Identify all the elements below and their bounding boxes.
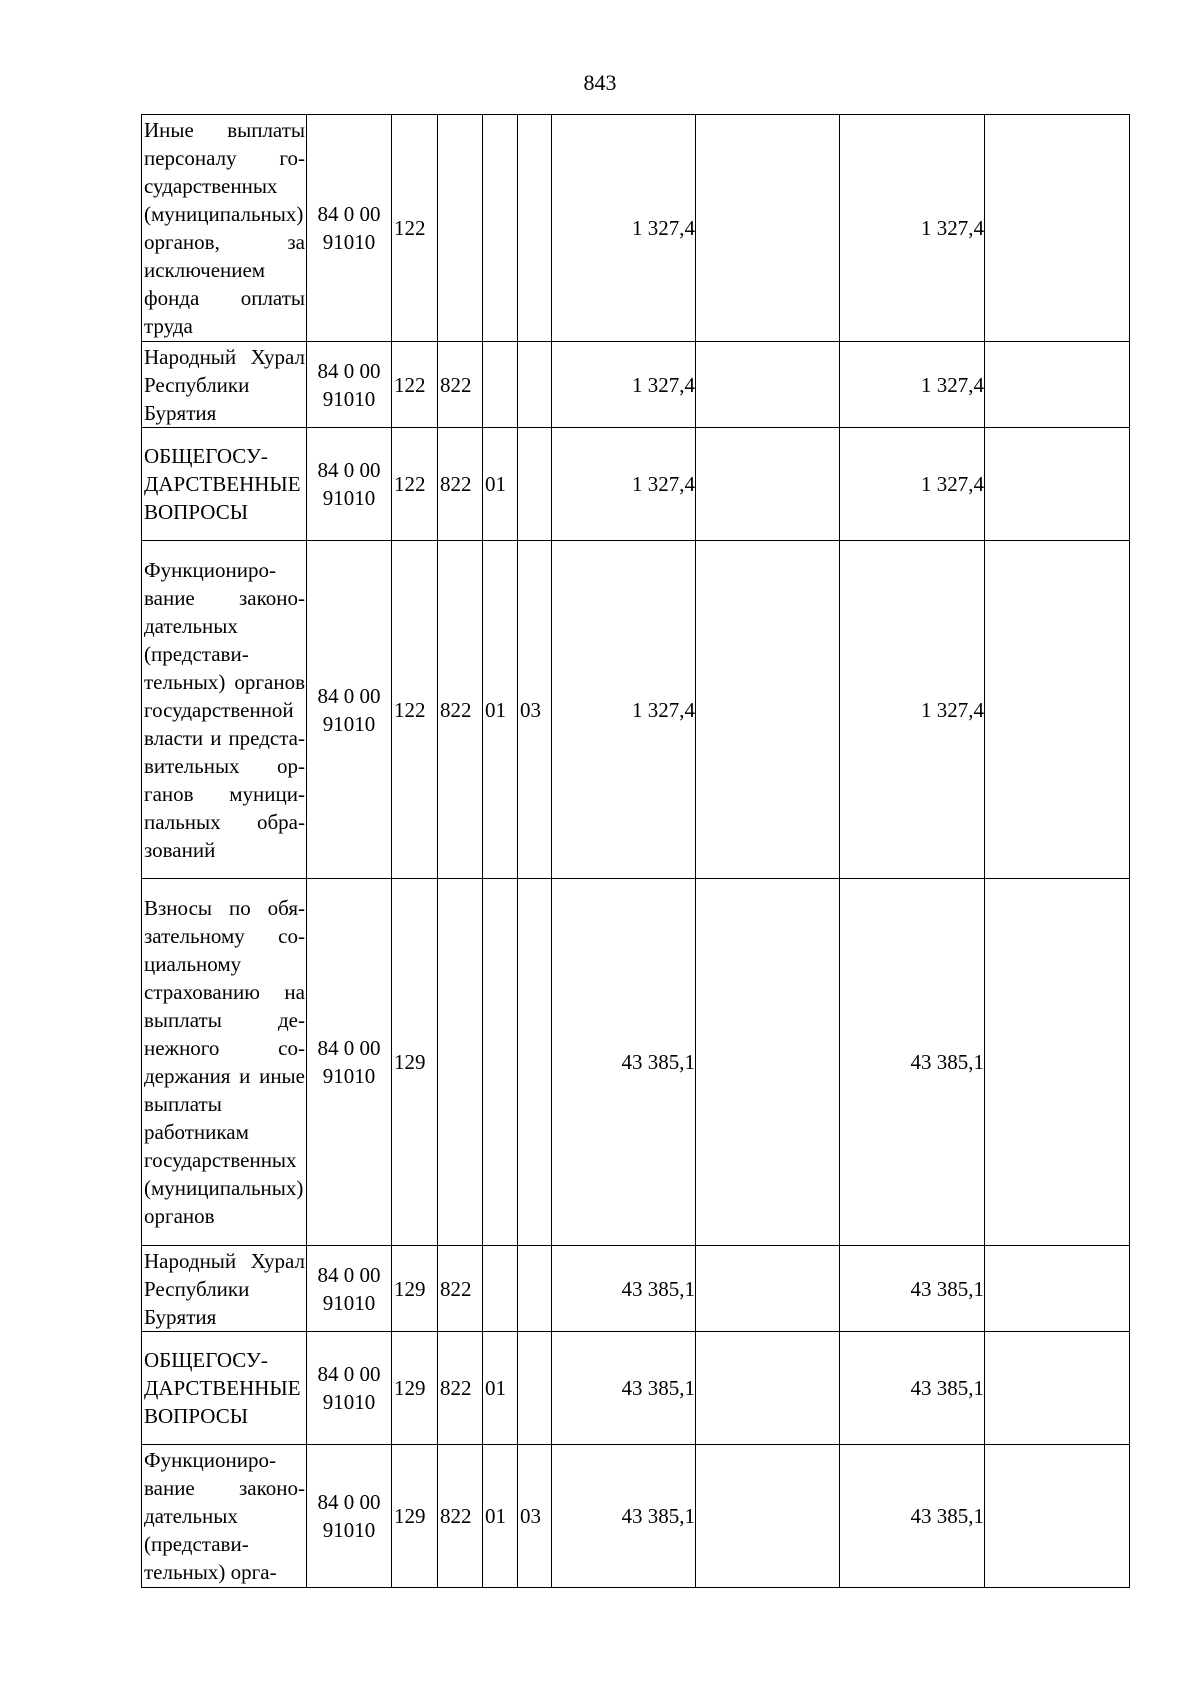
- target-code-line-1: 84 0 00: [317, 1036, 381, 1060]
- row-amount-2-cell: [696, 541, 840, 879]
- row-section-cell: [483, 115, 518, 342]
- row-amount-1-cell: 43 385,1: [552, 1445, 696, 1588]
- target-code-line-1: 84 0 00: [317, 358, 381, 383]
- target-code-line-2: 91010: [322, 711, 376, 736]
- target-code-line-2: 91010: [322, 486, 376, 510]
- target-code-line-2: 91010: [322, 1290, 376, 1315]
- row-section-cell: 01: [483, 428, 518, 541]
- budget-table: [141, 114, 1130, 1588]
- row-section-cell: 01: [483, 1445, 518, 1588]
- table-row: [142, 541, 1130, 879]
- row-amount-4-cell: [985, 1332, 1130, 1445]
- row-section-cell: [483, 879, 518, 1246]
- row-subsection-cell: 03: [518, 1445, 552, 1588]
- table-row: [142, 879, 1130, 1246]
- row-amount-3-cell: 1 327,4: [840, 428, 985, 541]
- row-amount-4-cell: [985, 342, 1130, 428]
- row-expense-type-cell: 122: [392, 541, 438, 879]
- target-code-line-2: 91010: [322, 230, 376, 254]
- row-section-cell: [483, 1246, 518, 1332]
- target-code-line-1: 84 0 00: [317, 1262, 381, 1287]
- page-number: 843: [583, 70, 617, 95]
- target-code-line-1: 84 0 00: [317, 683, 381, 708]
- table-row: [142, 1332, 1130, 1445]
- target-code-line-1: 84 0 00: [317, 1362, 381, 1386]
- target-code-line-2: 91010: [322, 386, 376, 411]
- row-amount-1-cell: 1 327,4: [552, 342, 696, 428]
- row-target-code-cell: [307, 879, 392, 1246]
- table-row: [142, 1445, 1130, 1588]
- row-amount-4-cell: [985, 879, 1130, 1246]
- row-expense-type-cell: 122: [392, 115, 438, 342]
- row-amount-3-cell: 43 385,1: [840, 1445, 985, 1588]
- row-amount-3-cell: 43 385,1: [840, 879, 985, 1246]
- table-row: [142, 1246, 1130, 1332]
- row-target-code-cell: [307, 1246, 392, 1332]
- target-code-line-1: 84 0 00: [317, 1490, 381, 1514]
- row-department-code-cell: 822: [438, 1445, 483, 1588]
- row-target-code-cell: [307, 115, 392, 342]
- row-amount-2-cell: [696, 1246, 840, 1332]
- target-code-line-2: 91010: [322, 1518, 376, 1542]
- row-amount-2-cell: [696, 879, 840, 1246]
- row-subsection-cell: [518, 342, 552, 428]
- table-row: [142, 342, 1130, 428]
- row-department-code-cell: 822: [438, 1246, 483, 1332]
- row-subsection-cell: [518, 115, 552, 342]
- row-subsection-cell: [518, 879, 552, 1246]
- row-expense-type-cell: 129: [392, 1332, 438, 1445]
- row-amount-1-cell: 43 385,1: [552, 1332, 696, 1445]
- target-code-line-1: 84 0 00: [317, 458, 381, 482]
- row-expense-type-cell: 122: [392, 428, 438, 541]
- row-section-cell: 01: [483, 1332, 518, 1445]
- target-code-line-2: 91010: [322, 1064, 376, 1088]
- row-target-code-cell: [307, 428, 392, 541]
- row-amount-1-cell: 1 327,4: [552, 428, 696, 541]
- row-expense-type-cell: 129: [392, 1246, 438, 1332]
- table-row: [142, 428, 1130, 541]
- row-amount-1-cell: 1 327,4: [552, 541, 696, 879]
- table-body: [142, 115, 1130, 1588]
- row-target-code-cell: [307, 1445, 392, 1588]
- row-name-cell: Народный Хурал Республики Бурятия: [142, 1246, 307, 1332]
- row-name-cell: ОБЩЕГОСУДАРСТВЕННЫЕ ВОПРОСЫ: [142, 1332, 307, 1445]
- row-section-cell: [483, 342, 518, 428]
- row-name-cell: Взносы по обязательному социальному страхованию на выплаты денежного содержания и иные выплаты работникам государственных (муниципальных) органов: [142, 879, 307, 1246]
- row-amount-1-cell: 1 327,4: [552, 115, 696, 342]
- row-department-code-cell: 822: [438, 428, 483, 541]
- row-amount-2-cell: [696, 1445, 840, 1588]
- target-code-line-1: 84 0 00: [317, 202, 381, 226]
- target-code-line-2: 91010: [322, 1390, 376, 1414]
- row-target-code-cell: [307, 342, 392, 428]
- row-department-code-cell: 822: [438, 1332, 483, 1445]
- row-amount-4-cell: [985, 428, 1130, 541]
- row-department-code-cell: 822: [438, 541, 483, 879]
- row-amount-3-cell: 1 327,4: [840, 541, 985, 879]
- row-amount-2-cell: [696, 1332, 840, 1445]
- row-target-code-cell: [307, 1332, 392, 1445]
- row-name-cell: Функционирование законодательных (представительных) орга-: [142, 1445, 307, 1588]
- row-amount-1-cell: 43 385,1: [552, 1246, 696, 1332]
- row-subsection-cell: [518, 1332, 552, 1445]
- row-target-code-cell: [307, 541, 392, 879]
- row-subsection-cell: 03: [518, 541, 552, 879]
- row-name-cell: Народный Хурал Республики Бурятия: [142, 342, 307, 428]
- row-expense-type-cell: 129: [392, 879, 438, 1246]
- row-amount-4-cell: [985, 115, 1130, 342]
- row-amount-4-cell: [985, 1445, 1130, 1588]
- row-amount-3-cell: 1 327,4: [840, 115, 985, 342]
- row-name-cell: Функционирование законодательных (представительных) органов государственной власти и представительных органов муниципальных образований: [142, 541, 307, 879]
- row-expense-type-cell: 122: [392, 342, 438, 428]
- row-amount-2-cell: [696, 342, 840, 428]
- row-subsection-cell: [518, 1246, 552, 1332]
- row-subsection-cell: [518, 428, 552, 541]
- row-amount-3-cell: 43 385,1: [840, 1332, 985, 1445]
- row-amount-4-cell: [985, 541, 1130, 879]
- row-expense-type-cell: 129: [392, 1445, 438, 1588]
- row-amount-1-cell: 43 385,1: [552, 879, 696, 1246]
- row-amount-4-cell: [985, 1246, 1130, 1332]
- row-department-code-cell: [438, 879, 483, 1246]
- table-row: [142, 115, 1130, 342]
- row-amount-2-cell: [696, 115, 840, 342]
- row-section-cell: 01: [483, 541, 518, 879]
- row-department-code-cell: [438, 115, 483, 342]
- row-amount-3-cell: 1 327,4: [840, 342, 985, 428]
- row-name-cell: Иные выплаты персоналу государственных (муниципальных) органов, за исключением фонда оплаты труда: [142, 115, 307, 342]
- row-department-code-cell: 822: [438, 342, 483, 428]
- row-amount-3-cell: 43 385,1: [840, 1246, 985, 1332]
- row-name-cell: ОБЩЕГОСУДАРСТВЕННЫЕ ВОПРОСЫ: [142, 428, 307, 541]
- row-amount-2-cell: [696, 428, 840, 541]
